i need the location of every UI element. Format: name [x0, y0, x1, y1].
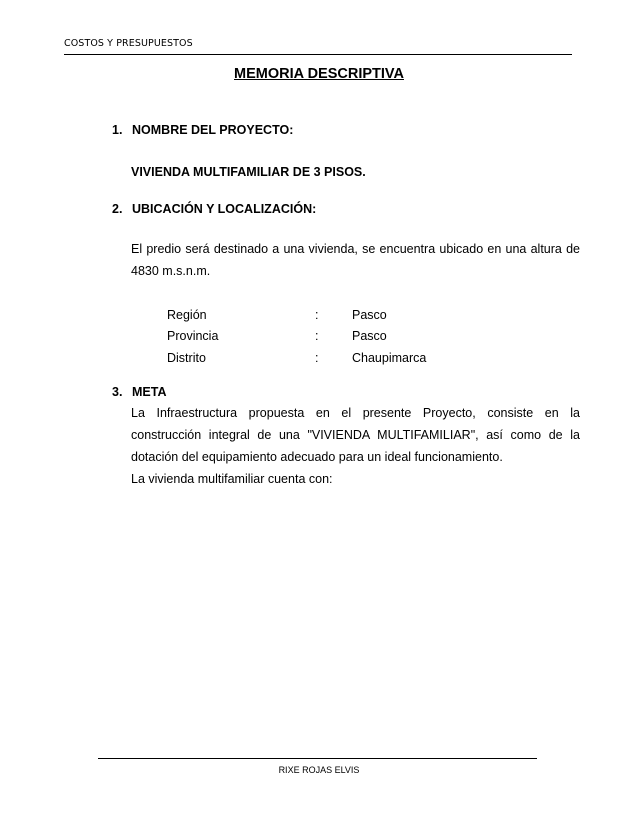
location-label: Distrito	[167, 351, 206, 365]
location-value: Pasco	[352, 329, 387, 343]
goal-paragraph: La Infraestructura propuesta en el presente Proyecto, consiste en la construcción integral de una "VIVIENDA MULTIFAMILIAR", así como de la dotación del equipamiento adecuado para un ideal funcionamiento.	[131, 406, 580, 464]
section-1-title: NOMBRE DEL PROYECTO:	[132, 123, 294, 137]
project-name: VIVIENDA MULTIFAMILIAR DE 3 PISOS.	[131, 165, 366, 179]
location-paragraph: El predio será destinado a una vivienda, se encuentra ubicado en una altura de 4830 m.s.n.m.	[131, 242, 580, 278]
location-label: Provincia	[167, 329, 219, 343]
page-header: COSTOS Y PRESUPUESTOS	[64, 38, 193, 49]
page-footer: RIXE ROJAS ELVIS	[278, 765, 360, 775]
section-1-number: 1.	[112, 123, 123, 137]
location-label: Región	[167, 308, 207, 322]
location-colon: :	[315, 351, 319, 365]
document-title: MEMORIA DESCRIPTIVA	[234, 66, 404, 82]
section-3-number: 3.	[112, 385, 123, 399]
location-value: Pasco	[352, 308, 387, 322]
section-2-title: UBICACIÓN Y LOCALIZACIÓN:	[132, 202, 317, 216]
location-colon: :	[315, 308, 319, 322]
footer-divider	[98, 758, 537, 759]
location-row-province	[167, 329, 467, 347]
section-3-title: META	[132, 385, 167, 399]
location-row-district	[167, 351, 467, 369]
section-3-heading	[112, 385, 167, 399]
location-value: Chaupimarca	[352, 351, 427, 365]
section-1-heading	[112, 123, 293, 137]
section-2-heading	[112, 202, 316, 216]
section-2-number: 2.	[112, 202, 123, 216]
header-divider	[64, 54, 572, 55]
location-colon: :	[315, 329, 319, 343]
location-row-region	[167, 308, 467, 326]
goal-extra-line: La vivienda multifamiliar cuenta con:	[131, 472, 333, 486]
